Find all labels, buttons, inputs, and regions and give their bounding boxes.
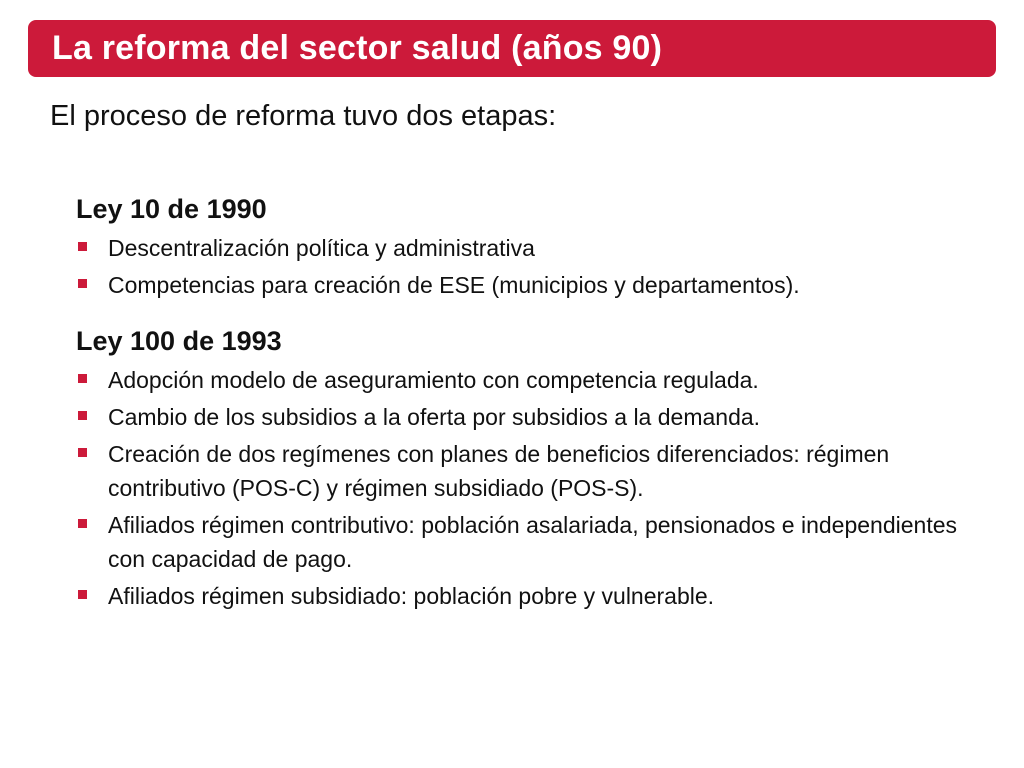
bullet-item — [76, 579, 996, 613]
square-bullet-icon — [78, 242, 87, 251]
section-ley-100 — [76, 322, 996, 613]
bullet-item — [76, 268, 996, 302]
bullet-item — [76, 231, 996, 265]
bullet-text: Cambio de los subsidios a la oferta por subsidios a la demanda. — [108, 404, 761, 430]
bullet-text: Descentralización política y administrativa — [108, 235, 535, 261]
bullet-text: Afiliados régimen subsidiado: población pobre y vulnerable. — [108, 583, 715, 609]
section-ley-10 — [76, 190, 996, 302]
square-bullet-icon — [78, 448, 87, 457]
square-bullet-icon — [78, 411, 87, 420]
square-bullet-icon — [78, 374, 87, 383]
bullet-list — [76, 231, 996, 302]
bullet-text: Creación de dos regímenes con planes de beneficios diferenciados: régimen contributivo (POS-C) y régimen subsidiado (POS-S). — [108, 441, 890, 501]
intro-text: El proceso de reforma tuvo dos etapas: — [50, 100, 557, 132]
square-bullet-icon — [78, 519, 87, 528]
slide-title: La reforma del sector salud (años 90) — [52, 29, 663, 67]
section-heading: Ley 100 de 1993 — [76, 326, 282, 356]
square-bullet-icon — [78, 590, 87, 599]
section-heading: Ley 10 de 1990 — [76, 194, 267, 224]
bullet-text: Adopción modelo de aseguramiento con competencia regulada. — [108, 367, 759, 393]
slide-content — [76, 190, 996, 616]
bullet-text: Afiliados régimen contributivo: población asalariada, pensionados e independientes con capacidad de pago. — [108, 512, 958, 572]
bullet-item — [76, 437, 996, 505]
bullet-item — [76, 400, 996, 434]
bullet-item — [76, 363, 996, 397]
bullet-item — [76, 508, 996, 576]
bullet-list — [76, 363, 996, 613]
title-bar — [28, 20, 996, 77]
square-bullet-icon — [78, 279, 87, 288]
bullet-text: Competencias para creación de ESE (municipios y departamentos). — [108, 272, 800, 298]
